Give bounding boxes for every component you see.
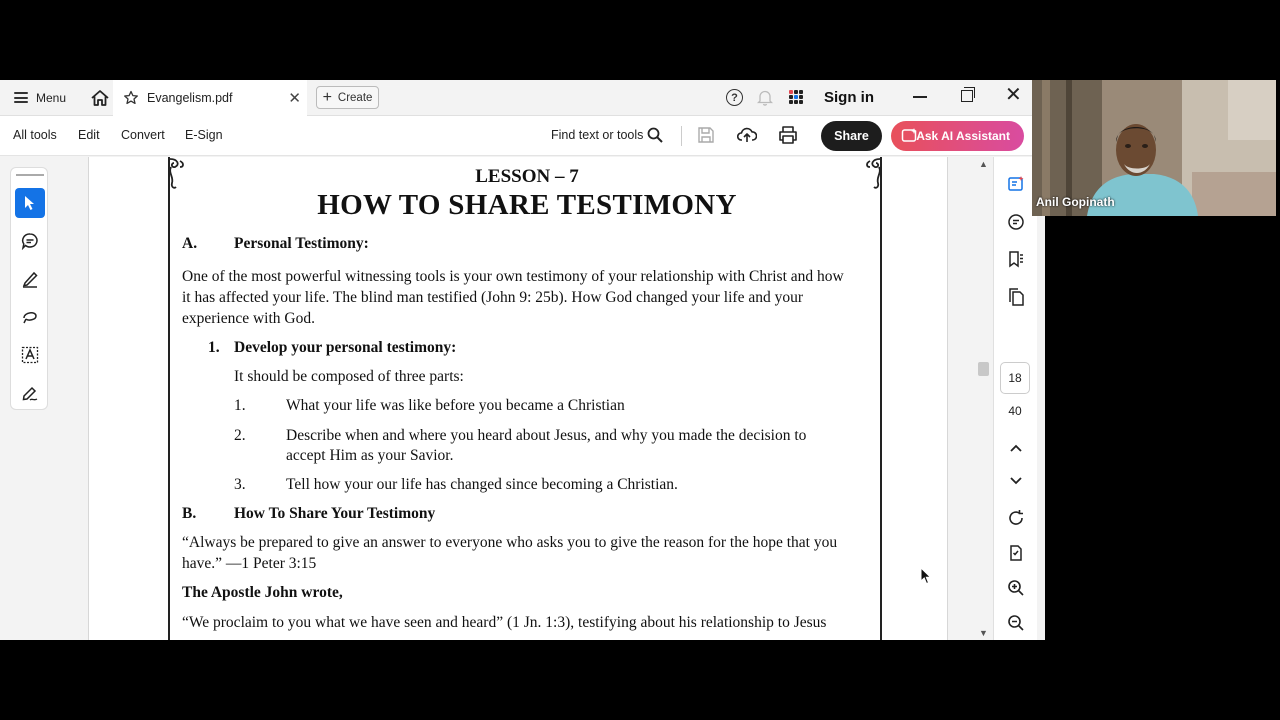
text-box-icon <box>21 346 39 364</box>
document-viewport[interactable] <box>88 157 948 640</box>
title-bar <box>0 80 1032 116</box>
scroll-thumb[interactable] <box>978 362 989 376</box>
comments-panel-button[interactable] <box>1006 212 1026 232</box>
star-icon[interactable] <box>123 90 139 106</box>
hamburger-icon <box>14 92 28 103</box>
webcam-video <box>1032 80 1276 216</box>
find-text-field[interactable]: Find text or tools <box>551 128 644 142</box>
refresh-icon <box>1007 509 1025 527</box>
toolbar-divider <box>681 126 682 146</box>
search-icon[interactable] <box>647 127 663 143</box>
bookmark-icon <box>1007 250 1025 268</box>
section-a-letter: A. <box>182 235 198 252</box>
sign-in-link[interactable]: Sign in <box>824 89 874 106</box>
zoom-in-button[interactable] <box>1006 578 1026 598</box>
help-icon[interactable]: ? <box>726 89 743 106</box>
pen-highlight-icon <box>21 270 39 288</box>
text-tool-button[interactable] <box>15 340 45 370</box>
select-tool-button[interactable] <box>15 188 45 218</box>
cursor-arrow-icon <box>23 195 37 211</box>
ask-ai-assistant-button[interactable] <box>891 121 1024 151</box>
vertical-scrollbar[interactable] <box>976 157 990 640</box>
item-intro: It should be composed of three parts: <box>234 368 464 385</box>
sub-item-text: Describe when and where you heard about Jesus, and why you made the decision to <box>286 427 807 444</box>
sub-item-number: 1. <box>234 397 246 414</box>
menu-label: Menu <box>36 90 67 105</box>
total-pages: 40 <box>1008 404 1022 418</box>
right-panel-rail <box>993 157 1037 640</box>
page-fit-button[interactable] <box>1006 543 1026 563</box>
ai-assistant-label: Ask AI Assistant <box>916 129 1010 143</box>
bookmarks-button[interactable] <box>1006 249 1026 269</box>
create-button[interactable] <box>316 86 379 109</box>
zoom-in-icon <box>1007 579 1025 597</box>
close-tab-icon[interactable]: ✕ <box>288 90 301 107</box>
sub-item-number: 3. <box>234 476 246 493</box>
lesson-heading: HOW TO SHARE TESTIMONY <box>317 189 737 221</box>
ai-summary-icon <box>1007 175 1025 193</box>
paragraph-line: experience with God. <box>182 310 315 327</box>
acrobat-window <box>0 80 1045 640</box>
document-tab[interactable] <box>113 80 307 116</box>
item-title: Develop your personal testimony: <box>234 339 457 356</box>
quote-line: have.” —1 Peter 3:15 <box>182 555 317 572</box>
page-fit-icon <box>1007 544 1025 562</box>
quote-line: “Always be prepared to give an answer to everyone who asks you to give the reason for the hope that you <box>182 534 838 551</box>
mouse-pointer-icon <box>920 567 932 585</box>
section-b-title: How To Share Your Testimony <box>234 505 436 522</box>
create-label: Create <box>337 91 373 104</box>
pdf-page <box>168 157 882 640</box>
sign-tool-button[interactable] <box>15 378 45 408</box>
quick-tools-rail <box>10 167 48 410</box>
print-icon[interactable] <box>778 125 798 145</box>
zoom-out-icon <box>1007 614 1025 632</box>
convert-link[interactable]: Convert <box>121 128 165 142</box>
sub-item-text: Tell how your our life has changed since becoming a Christian. <box>286 476 678 493</box>
previous-page-button[interactable] <box>1006 438 1026 458</box>
toolbar <box>0 116 1032 156</box>
home-icon <box>90 89 110 107</box>
apps-grid-icon[interactable] <box>789 90 803 104</box>
esign-link[interactable]: E-Sign <box>185 128 223 142</box>
upload-cloud-icon[interactable] <box>737 125 757 145</box>
lesson-label: LESSON – 7 <box>475 166 579 187</box>
scroll-down-icon[interactable]: ▼ <box>979 628 988 638</box>
save-icon[interactable] <box>696 125 716 145</box>
restore-icon[interactable] <box>961 90 973 102</box>
pages-icon <box>1007 288 1025 306</box>
chevron-down-icon <box>1009 476 1023 486</box>
participant-name: Anil Gopinath <box>1036 195 1115 209</box>
scroll-up-icon[interactable]: ▲ <box>979 159 988 169</box>
highlight-tool-button[interactable] <box>15 264 45 294</box>
pages-thumbnail-button[interactable] <box>1006 287 1026 307</box>
all-tools-link[interactable]: All tools <box>13 128 57 142</box>
next-page-button[interactable] <box>1006 471 1026 491</box>
paragraph-line: One of the most powerful witnessing tools is your own testimony of your relationship with Christ and how <box>182 268 844 285</box>
comment-icon <box>21 232 39 250</box>
bell-icon[interactable] <box>757 89 773 106</box>
rail-handle[interactable] <box>16 174 44 176</box>
freehand-draw-icon <box>21 308 39 326</box>
tab-title: Evangelism.pdf <box>147 91 233 105</box>
edit-link[interactable]: Edit <box>78 128 100 142</box>
draw-tool-button[interactable] <box>15 302 45 332</box>
paragraph-line: “We proclaim to you what we have seen and heard” (1 Jn. 1:3), testifying about his relationship to Jesus <box>182 614 827 631</box>
sub-item-number: 2. <box>234 427 246 444</box>
plus-icon: + <box>322 88 332 106</box>
current-page-input[interactable]: 18 <box>1000 362 1030 394</box>
signature-pen-icon <box>21 384 39 402</box>
share-button[interactable]: Share <box>821 121 882 151</box>
minimize-icon[interactable] <box>913 96 927 98</box>
item-number: 1. <box>208 339 220 356</box>
section-a-title: Personal Testimony: <box>234 235 369 252</box>
paragraph-line: it has affected your life. The blind man testified (John 9: 25b). How God changed your life and your <box>182 289 803 306</box>
apostle-heading: The Apostle John wrote, <box>182 584 343 601</box>
sub-item-text: What your life was like before you became a Christian <box>286 397 625 414</box>
ai-assistant-icon <box>901 127 919 145</box>
sub-item-text: accept Him as your Savior. <box>286 447 454 464</box>
chevron-up-icon <box>1009 443 1023 453</box>
comments-panel-icon <box>1007 213 1025 231</box>
section-b-letter: B. <box>182 505 197 522</box>
ai-summary-button[interactable] <box>1006 174 1026 194</box>
zoom-out-button[interactable] <box>1006 613 1026 633</box>
refresh-button[interactable] <box>1006 508 1026 528</box>
menu-button[interactable] <box>0 80 80 116</box>
comment-tool-button[interactable] <box>15 226 45 256</box>
window-close-icon[interactable]: ✕ <box>1005 84 1022 106</box>
